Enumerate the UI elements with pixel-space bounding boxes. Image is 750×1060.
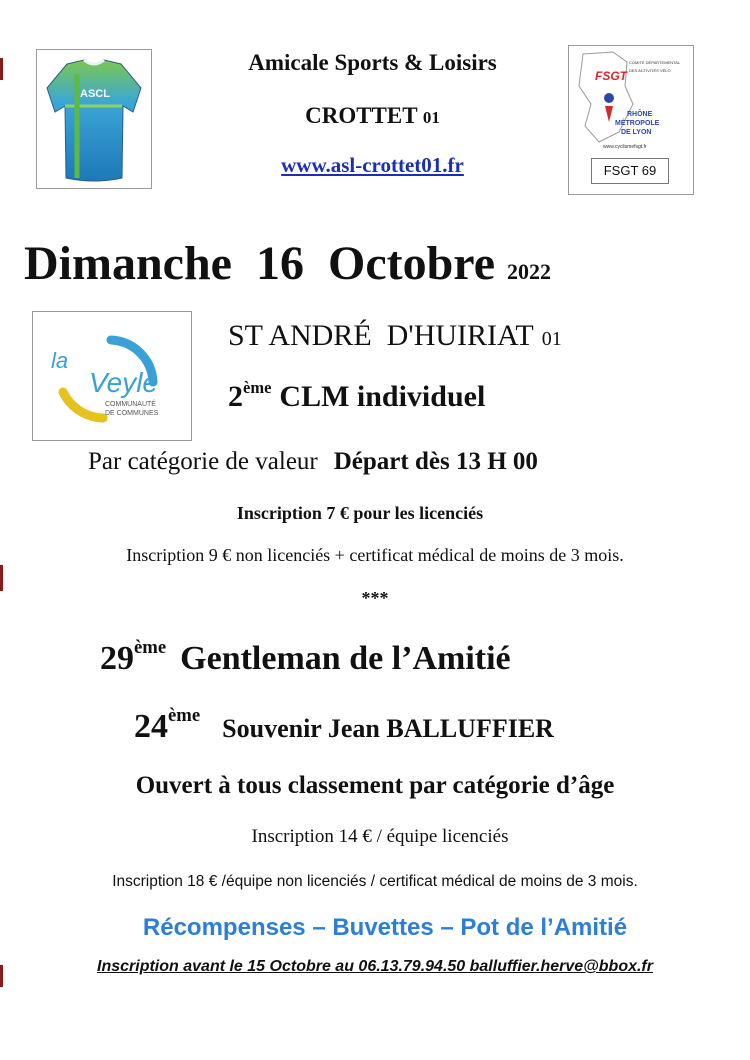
- registration-deadline: Inscription avant le 15 Octobre au 06.13.79.94.50 balluffier.herve@bbox.fr: [97, 958, 653, 975]
- jersey-text: ASCL: [80, 88, 110, 100]
- veyle-sub2: DE COMMUNES: [105, 410, 159, 417]
- race1-start: Départ dès 13 H 00: [333, 448, 538, 475]
- fsgt-url: www.cyclismefsgt.fr: [603, 144, 647, 150]
- fsgt-committee-line2: DES ACTIVITÉS VÉLO: [629, 68, 671, 73]
- race3-title: Souvenir Jean BALLUFFIER: [222, 714, 554, 743]
- event-place-dept: 01: [541, 328, 562, 350]
- race1-ordinal: ème: [243, 377, 272, 397]
- veyle-logo-icon: [33, 312, 191, 440]
- event-date-main: Dimanche 16 Octobre: [24, 237, 496, 290]
- fsgt-committee-line1: COMITÉ DÉPARTEMENTAL: [629, 60, 681, 65]
- cycling-jersey-icon: [37, 50, 151, 188]
- race2-ordinal: ème: [134, 637, 167, 659]
- fsgt-logo-icon: [569, 46, 693, 158]
- race2-open: Ouvert à tous classement par catégorie d’âge: [135, 772, 615, 799]
- race1-heading: [228, 377, 648, 414]
- race1-number: 2ème: [228, 377, 272, 413]
- race2-heading: [100, 637, 660, 678]
- veyle-la: la: [51, 348, 69, 373]
- fsgt-region-line1: RHÔNE: [627, 111, 653, 118]
- fsgt-region-line3: DE LYON: [621, 129, 652, 136]
- event-date: [24, 236, 724, 291]
- edge-mark-middle: [0, 565, 3, 591]
- race2-fee-licensed: Inscription 14 € / équipe licenciés: [251, 826, 509, 847]
- edge-mark-top: [0, 58, 3, 80]
- event-place: [228, 319, 648, 353]
- website-link[interactable]: www.asl-crottet01.fr: [281, 153, 464, 177]
- separator-stars: ***: [361, 588, 389, 608]
- jersey-logo-box: [36, 49, 152, 189]
- event-date-year: 2022: [507, 259, 552, 284]
- edge-mark-bottom: [0, 965, 3, 987]
- event-place-name: ST ANDRÉ D'HUIRIAT: [228, 319, 534, 352]
- race1-fee-licensed: Inscription 7 € pour les licenciés: [236, 503, 484, 523]
- race2-fee-unlicensed: Inscription 18 € /équipe non licenciés / certificat médical de moins de 3 mois.: [112, 873, 638, 890]
- veyle-name: Veyle: [89, 367, 159, 398]
- club-town: CROTTET: [305, 103, 418, 128]
- race3-number: 24ème: [134, 705, 201, 745]
- club-town-line: [195, 103, 550, 129]
- race1-category-line: [88, 448, 708, 476]
- race1-title: CLM individuel: [279, 380, 486, 413]
- rewards-line: Récompenses – Buvettes – Pot de l’Amitié: [142, 914, 628, 941]
- fsgt-logo-box: [568, 45, 694, 195]
- race2-number: 29ème: [100, 637, 167, 677]
- race3-ordinal: ème: [168, 705, 201, 727]
- race1-category: Par catégorie de valeur: [88, 448, 318, 475]
- club-name: Amicale Sports & Loisirs: [248, 50, 497, 75]
- veyle-logo-box: [32, 311, 192, 441]
- race2-title: Gentleman de l’Amitié: [180, 640, 511, 677]
- fsgt-region-line2: MÉTROPOLE: [615, 120, 660, 127]
- veyle-sub1: COMMUNAUTÉ: [105, 401, 156, 408]
- fsgt-label: FSGT 69: [591, 158, 669, 184]
- race3-heading: [134, 705, 694, 746]
- club-dept: 01: [422, 108, 440, 127]
- race1-fee-unlicensed: Inscription 9 € non licenciés + certificat médical de moins de 3 mois.: [126, 545, 624, 565]
- fsgt-acronym: FSGT: [595, 69, 627, 83]
